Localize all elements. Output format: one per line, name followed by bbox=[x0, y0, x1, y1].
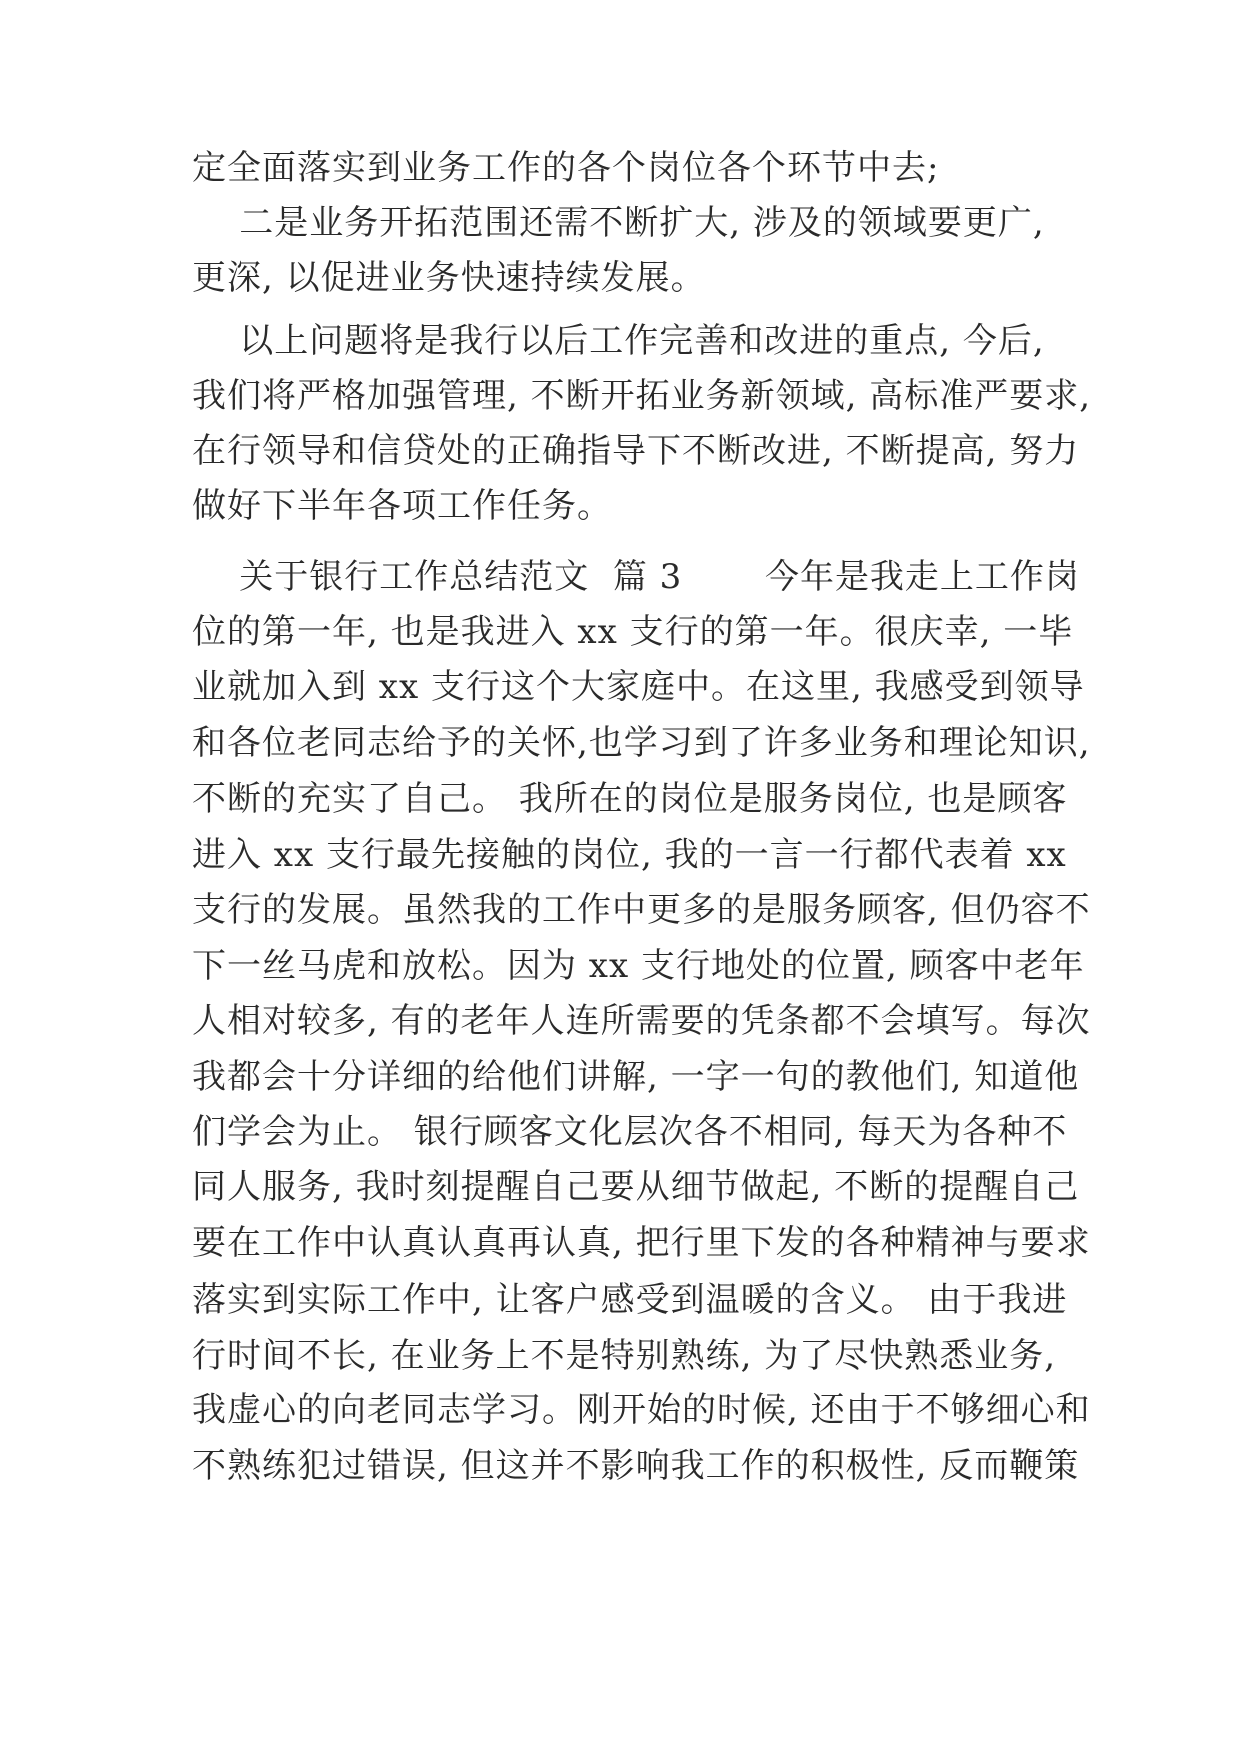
text-line: 进入 xx 支行最先接触的岗位, 我的一言一行都代表着 xx bbox=[192, 835, 1067, 875]
text-line: 要在工作中认真认真再认真, 把行里下发的各种精神与要求 bbox=[192, 1223, 1091, 1263]
text-line: 我们将严格加强管理, 不断开拓业务新领域, 高标准严要求, bbox=[192, 376, 1092, 416]
text-line: 以上问题将是我行以后工作完善和改进的重点, 今后, bbox=[192, 321, 1045, 361]
text-line: 们学会为止。 银行顾客文化层次各不相同, 每天为各种不 bbox=[192, 1112, 1068, 1152]
text-line: 支行的发展。虽然我的工作中更多的是服务顾客, 但仍容不 bbox=[192, 890, 1091, 930]
text-line: 更深, 以促进业务快速持续发展。 bbox=[192, 258, 706, 298]
text-line: 关于银行工作总结范文 篇 3 今年是我走上工作岗 bbox=[192, 557, 1080, 597]
text-line: 落实到实际工作中, 让客户感受到温暖的含义。 由于我进 bbox=[192, 1280, 1068, 1320]
text-line: 位的第一年, 也是我进入 xx 支行的第一年。很庆幸, 一毕 bbox=[192, 612, 1074, 652]
text-line: 业就加入到 xx 支行这个大家庭中。在这里, 我感受到领导 bbox=[192, 667, 1085, 707]
text-line: 我虚心的向老同志学习。刚开始的时候, 还由于不够细心和 bbox=[192, 1390, 1091, 1430]
text-line: 在行领导和信贷处的正确指导下不断改进, 不断提高, 努力 bbox=[192, 431, 1080, 471]
text-line: 不熟练犯过错误, 但这并不影响我工作的积极性, 反而鞭策 bbox=[192, 1446, 1080, 1486]
text-line: 我都会十分详细的给他们讲解, 一字一句的教他们, 知道他 bbox=[192, 1057, 1080, 1097]
text-line: 不断的充实了自己。 我所在的岗位是服务岗位, 也是顾客 bbox=[192, 779, 1068, 819]
text-line: 做好下半年各项工作任务。 bbox=[192, 486, 612, 526]
text-line: 定全面落实到业务工作的各个岗位各个环节中去; bbox=[192, 148, 940, 188]
text-line: 二是业务开拓范围还需不断扩大, 涉及的领域要更广, bbox=[192, 203, 1045, 243]
text-line: 同人服务, 我时刻提醒自己要从细节做起, 不断的提醒自己 bbox=[192, 1167, 1080, 1207]
text-line: 下一丝马虎和放松。因为 xx 支行地处的位置, 顾客中老年 bbox=[192, 946, 1085, 986]
text-line: 行时间不长, 在业务上不是特别熟练, 为了尽快熟悉业务, bbox=[192, 1336, 1057, 1376]
text-line: 人相对较多, 有的老年人连所需要的凭条都不会填写。每次 bbox=[192, 1001, 1091, 1041]
text-line: 和各位老同志给予的关怀,也学习到了许多业务和理论知识, bbox=[192, 723, 1091, 763]
